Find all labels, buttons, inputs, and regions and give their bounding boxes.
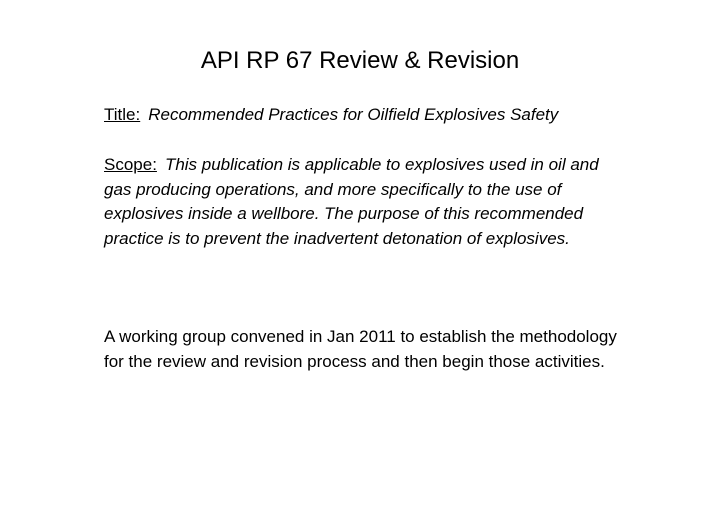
scope-text: This publication is applicable to explosives used in oil and gas producing operations, and more specifically to the use of explosives inside a wellbore. The purpose of this recommended practice is to prevent the inadvertent detonation of explosives. [104,155,599,248]
scope-paragraph [104,153,624,251]
document-title-text: Recommended Practices for Oilfield Explosives Safety [148,105,559,124]
scope-label: Scope: [104,155,157,174]
working-group-paragraph: A working group convened in Jan 2011 to establish the methodology for the review and revision process and then begin those activities. [104,327,617,371]
slide-title: API RP 67 Review & Revision [200,47,520,74]
title-label: Title: [104,105,141,124]
document-title-line [104,103,624,128]
